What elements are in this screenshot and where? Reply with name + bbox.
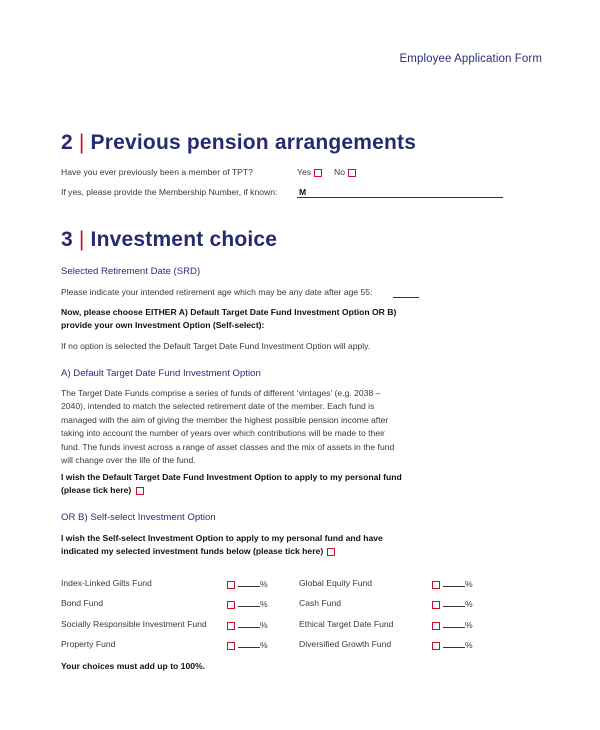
fund-checkbox[interactable] [227, 642, 235, 650]
description-line: fund. The funds invest across a range of asset classes and the mix of assets in the fund [61, 441, 395, 452]
fund-name: Cash Fund [299, 598, 342, 608]
srd-prompt: Please indicate your intended retirement age which may be any date after age 55: [61, 287, 373, 297]
previous-member-question [61, 166, 253, 179]
wish-line-2 [61, 545, 383, 558]
percent-field[interactable] [443, 578, 465, 587]
divider-bar: | [78, 131, 85, 154]
section-number: 2 [61, 131, 73, 154]
fund-entry[interactable] [224, 639, 268, 650]
fund-checkbox[interactable] [432, 622, 440, 630]
fund-entry[interactable] [429, 639, 473, 650]
yes-label: Yes [297, 167, 312, 177]
section-number: 3 [61, 228, 73, 251]
membership-number-question: If yes, please provide the Membership Number, if known: [61, 187, 278, 197]
percent-sign: % [260, 640, 268, 650]
fund-entry[interactable] [224, 619, 268, 630]
choose-line-1: Now, please choose EITHER A) Default Target Date Fund Investment Option OR B) [61, 307, 397, 317]
fund-entry[interactable] [429, 578, 473, 589]
wish-line-2 [61, 484, 402, 497]
description-line: will change over the life of the fund. [61, 455, 196, 466]
fund-checkbox[interactable] [432, 581, 440, 589]
membership-prefix: M [299, 187, 307, 197]
fund-entry[interactable] [429, 619, 473, 630]
no-option[interactable] [334, 166, 356, 179]
fund-entry[interactable] [429, 598, 473, 609]
percent-sign: % [465, 640, 473, 650]
fund-name: Property Fund [61, 639, 116, 649]
section-3-heading [61, 228, 277, 252]
wish-line-2-text: (please tick here) [61, 485, 132, 496]
fund-checkbox[interactable] [432, 601, 440, 609]
option-b-wish [61, 532, 383, 559]
option-a-description [61, 387, 394, 467]
option-a-wish [61, 471, 402, 498]
description-line: managed with the aim of giving the member the highest possible pension income after [61, 414, 389, 425]
percent-field[interactable] [238, 598, 260, 607]
fund-row [61, 639, 541, 653]
description-line: taking into account the number of years over which contributions will be made to their [61, 428, 385, 439]
percent-field[interactable] [238, 639, 260, 648]
form-title: Employee Application Form [399, 53, 542, 65]
choose-instruction [61, 306, 396, 333]
wish-line-2-text: indicated my selected investment funds below (please tick here) [61, 546, 324, 557]
fund-name: Diversified Growth Fund [299, 639, 392, 649]
description-line: 2040), intended to match the selected retirement date of the member. Each fund is [61, 401, 375, 412]
wish-line-1: I wish the Default Target Date Fund Investment Option to apply to my personal fund [61, 472, 402, 482]
question-text: Have you ever previously been a member of TPT? [61, 167, 253, 177]
no-option-note: If no option is selected the Default Target Date Fund Investment Option will apply. [61, 341, 371, 351]
fund-checkbox[interactable] [227, 622, 235, 630]
section-2-heading [61, 131, 416, 155]
fund-checkbox[interactable] [432, 642, 440, 650]
fund-checkbox[interactable] [227, 601, 235, 609]
fund-checkbox[interactable] [227, 581, 235, 589]
percent-sign: % [260, 620, 268, 630]
percent-sign: % [465, 579, 473, 589]
fund-name: Ethical Target Date Fund [299, 619, 394, 629]
option-b-checkbox[interactable] [327, 548, 335, 556]
divider-bar: | [78, 228, 85, 251]
fund-name: Global Equity Fund [299, 578, 373, 588]
option-b-heading: OR B) Self-select Investment Option [61, 512, 216, 523]
percent-field[interactable] [443, 639, 465, 648]
fund-entry[interactable] [224, 578, 268, 589]
fund-row [61, 578, 541, 592]
fund-row [61, 598, 541, 612]
section-title: Previous pension arrangements [90, 131, 417, 154]
percent-sign: % [260, 579, 268, 589]
percent-field[interactable] [238, 619, 260, 628]
percent-field[interactable] [443, 598, 465, 607]
yes-option[interactable] [297, 166, 322, 179]
wish-line-1: I wish the Self-select Investment Option to apply to my personal fund and have [61, 533, 383, 543]
description-line: The Target Date Funds comprise a series of funds of different ‘vintages’ (e.g. 2038 – [61, 388, 381, 398]
fund-name: Bond Fund [61, 598, 104, 608]
option-a-heading: A) Default Target Date Fund Investment Option [61, 368, 261, 379]
percent-field[interactable] [443, 619, 465, 628]
srd-heading: Selected Retirement Date (SRD) [61, 266, 201, 277]
fund-entry[interactable] [224, 598, 268, 609]
percent-sign: % [260, 599, 268, 609]
percent-field[interactable] [238, 578, 260, 587]
fund-row [61, 619, 541, 633]
membership-number-field[interactable] [297, 197, 503, 198]
fund-name: Index-Linked Gilts Fund [61, 578, 152, 588]
yes-checkbox[interactable] [314, 169, 322, 177]
choose-line-2: provide your own Investment Option (Self-select): [61, 320, 265, 331]
option-a-checkbox[interactable] [136, 487, 144, 495]
percent-sign: % [465, 599, 473, 609]
no-label: No [334, 167, 345, 177]
fund-name: Socially Responsible Investment Fund [61, 619, 207, 629]
total-note: Your choices must add up to 100%. [61, 661, 206, 671]
percent-sign: % [465, 620, 473, 630]
no-checkbox[interactable] [348, 169, 356, 177]
section-title: Investment choice [90, 228, 278, 251]
retirement-age-field[interactable] [393, 297, 419, 298]
